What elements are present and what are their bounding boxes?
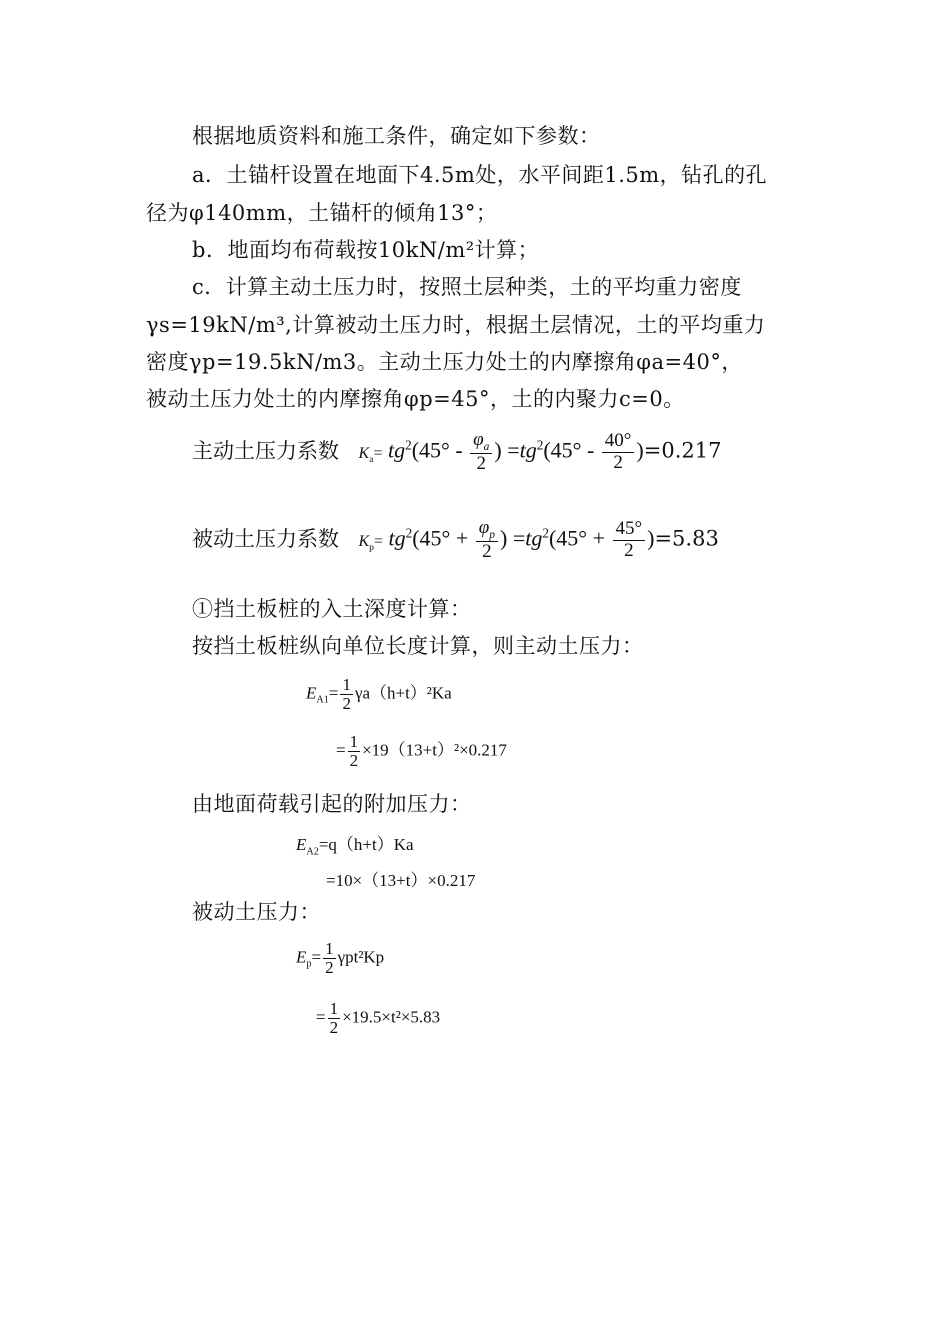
- ea1-line2: = $\frac{1}{2}$ ×19（13+t）²×0.217: [336, 732, 507, 770]
- section-heading: ①挡土板桩的入土深度计算：: [192, 597, 472, 621]
- ea1-half-fraction: $\frac{1}{2}$: [342, 675, 351, 713]
- kp-angle: 45°: [419, 525, 451, 551]
- ka-phi-fraction: $\frac{\varphi_a}{2}$: [470, 430, 492, 475]
- kp-result: =5.83: [654, 526, 719, 551]
- ka-formula: 主动土压力系数 $K_a= tg^2(45^\circ$ - $\frac{\varphi_a}{2}$ ) $=tg^2(45^\circ$ - $\frac{40^\circ}{2}$ )=0.217: [192, 429, 722, 475]
- ea2-line2: =10×（13+t）×0.217: [326, 871, 476, 890]
- kp-label: 被动土压力系数: [192, 526, 339, 551]
- ep-line2: = $\frac{1}{2}$ ×19.5×t²×5.83: [316, 999, 441, 1037]
- kp-phi-fraction: $\frac{\varphi_p}{2}$: [476, 518, 498, 563]
- ka-sub: a: [369, 453, 374, 465]
- ka-tg: tg: [387, 437, 406, 463]
- kp-sub: p: [369, 541, 374, 553]
- paragraph-a-line1: a．土锚杆设置在地面下4.5m处，水平间距1.5m，钻孔的孔: [192, 163, 768, 187]
- ka-angle: 45°: [419, 437, 450, 463]
- ka-symbol: K: [358, 444, 370, 462]
- paragraph-c-line2: γs=19kN/m³,计算被动土压力时，根据土层情况，土的平均重力: [146, 313, 766, 337]
- paragraph-b: b．地面均布荷载按10kN/m²计算；: [192, 238, 540, 262]
- ka-label: 主动土压力系数: [192, 438, 339, 463]
- kp-tg: tg: [388, 525, 406, 551]
- kp-formula: 被动土压力系数 $K_p= tg^2(45^\circ$ + $\frac{\varphi_p}{2}$ ) $=tg^2(45^\circ$ + $\frac{45^\circ}{2}$ )=5.83: [192, 517, 719, 563]
- ea2-intro: 由地面荷载引起的附加压力：: [192, 792, 472, 816]
- ka-result: =0.217: [643, 438, 722, 463]
- kp-value-fraction: $\frac{45^\circ}{2}$: [613, 519, 646, 562]
- kp-symbol: K: [358, 532, 370, 550]
- ka-value-fraction: $\frac{40^\circ}{2}$: [602, 431, 635, 474]
- ea2-line1: $E_{A2}=q(h+t)Ka$: [296, 835, 414, 858]
- paragraph-c-line1: c．计算主动土压力时，按照土层种类，土的平均重力密度: [192, 275, 742, 299]
- paragraph-c-line3: 密度γp=19.5kN/m3。主动土压力处土的内摩擦角φa=40°，: [146, 350, 743, 374]
- paragraph-intro: 根据地质资料和施工条件，确定如下参数：: [192, 124, 601, 148]
- ea1-line1: $E_{A1}=$ $\frac{1}{2}$ γa（h+t）²Ka: [306, 675, 452, 713]
- section-intro: 按挡土板桩纵向单位长度计算，则主动土压力：: [192, 634, 644, 658]
- paragraph-a-line2: 径为φ140mm，土锚杆的倾角13°；: [146, 201, 498, 225]
- ep-half-fraction: $\frac{1}{2}$: [325, 939, 334, 977]
- ep-intro: 被动土压力：: [192, 900, 321, 924]
- paragraph-c-line4: 被动土压力处土的内摩擦角φp=45°，土的内聚力c=0。: [146, 387, 685, 411]
- ep-line1: $E_p=$ $\frac{1}{2}$ γpt²Kp: [296, 939, 385, 977]
